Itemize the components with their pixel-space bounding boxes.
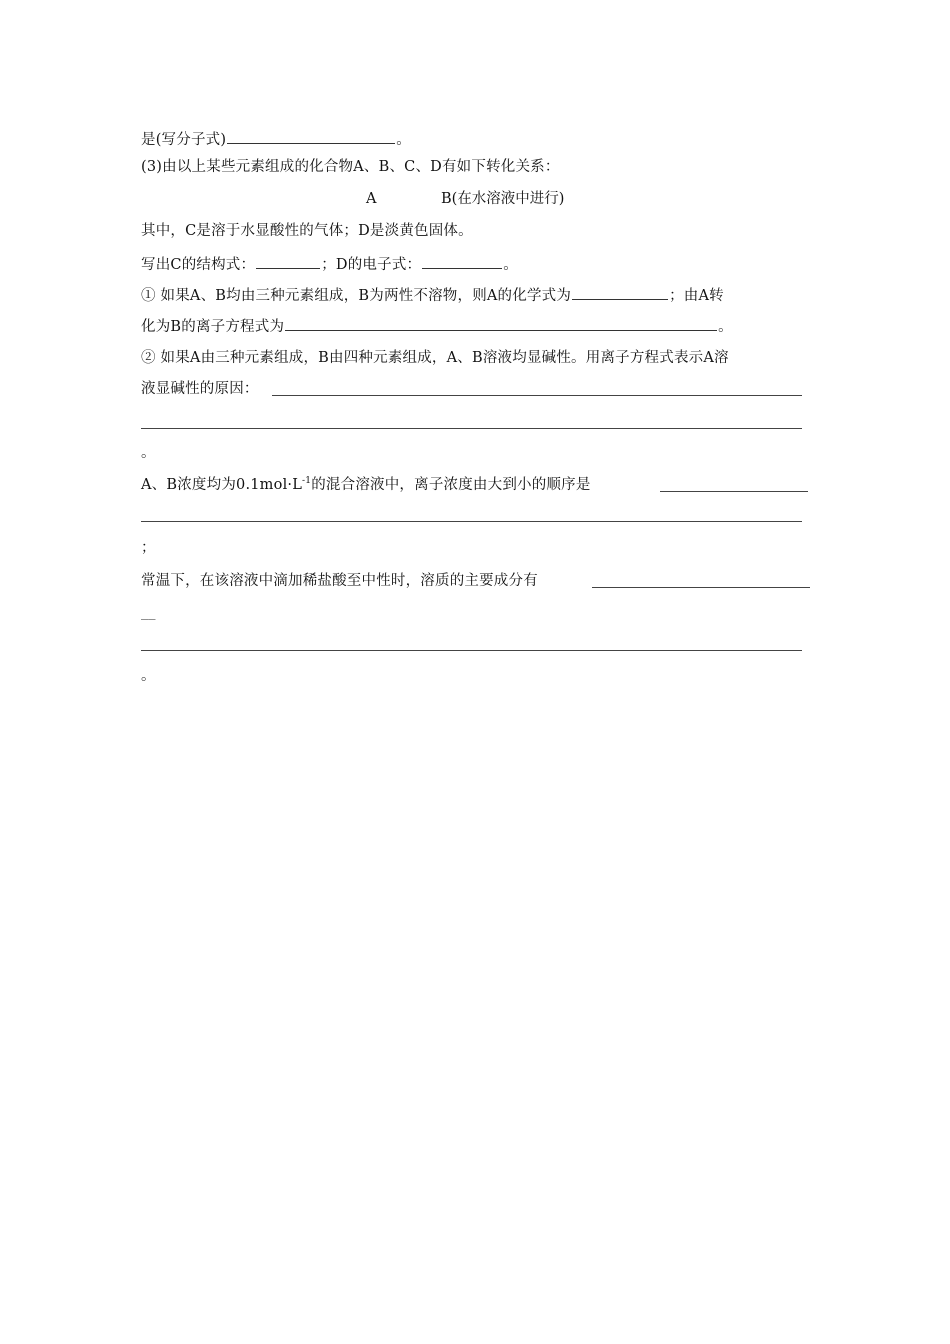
- line-alkaline-reason: [141, 379, 259, 399]
- underscore-mark: __: [141, 604, 156, 620]
- answer-rule[interactable]: [592, 587, 810, 588]
- text: ；由A转: [669, 288, 724, 304]
- line-structural-formula: [141, 254, 518, 275]
- period-mark: 。: [141, 668, 156, 684]
- text: 。: [396, 132, 411, 148]
- answer-blank[interactable]: [227, 129, 395, 144]
- line-concentration: [141, 475, 591, 495]
- text: A、B浓度均为0.1mol·L: [141, 477, 303, 493]
- text: (3)由以上某些元素组成的化合物A、B、C、D有如下转化关系：: [141, 159, 560, 175]
- text: 。: [718, 319, 733, 335]
- line-neutral-solute: [141, 571, 538, 591]
- text: 写出C的结构式：: [141, 257, 256, 273]
- question-3-heading: [141, 157, 560, 177]
- text: 。: [503, 257, 518, 273]
- transform-label-b: B(在水溶液中进行): [441, 191, 565, 207]
- period-mark: 。: [141, 445, 156, 461]
- text: 的混合溶液中，离子浓度由大到小的顺序是: [311, 477, 591, 493]
- text: 其中，C是溶于水显酸性的气体；D是淡黄色固体。: [141, 223, 473, 239]
- text: ；D的电子式：: [321, 257, 422, 273]
- text: ② 如果A由三种元素组成，B由四种元素组成，A、B溶液均显碱性。用离子方程式表示A溶: [141, 350, 729, 366]
- answer-rule[interactable]: [141, 428, 802, 429]
- answer-blank[interactable]: [285, 316, 717, 331]
- text: 化为B的离子方程式为: [141, 319, 285, 335]
- answer-rule[interactable]: [141, 521, 802, 522]
- line-conditions: [141, 221, 473, 241]
- text: 液显碱性的原因：: [141, 381, 259, 397]
- answer-blank[interactable]: [256, 254, 320, 269]
- text: ① 如果A、B均由三种元素组成，B为两性不溶物，则A的化学式为: [141, 288, 572, 304]
- superscript: -1: [302, 476, 312, 487]
- text: 常温下，在该溶液中滴加稀盐酸至中性时，溶质的主要成分有: [141, 573, 538, 589]
- semicolon-mark: ；: [141, 540, 156, 556]
- answer-rule[interactable]: [272, 395, 802, 396]
- line-case-2: [141, 348, 729, 368]
- line-case-1: [141, 285, 724, 306]
- answer-rule[interactable]: [141, 650, 802, 651]
- answer-blank[interactable]: [422, 254, 502, 269]
- answer-blank[interactable]: [572, 285, 668, 300]
- text: 是(写分子式): [141, 132, 227, 148]
- answer-rule[interactable]: [660, 491, 808, 492]
- line-molecular-formula: [141, 129, 411, 150]
- line-ionic-equation: [141, 316, 733, 337]
- transform-label-a: A: [366, 191, 377, 207]
